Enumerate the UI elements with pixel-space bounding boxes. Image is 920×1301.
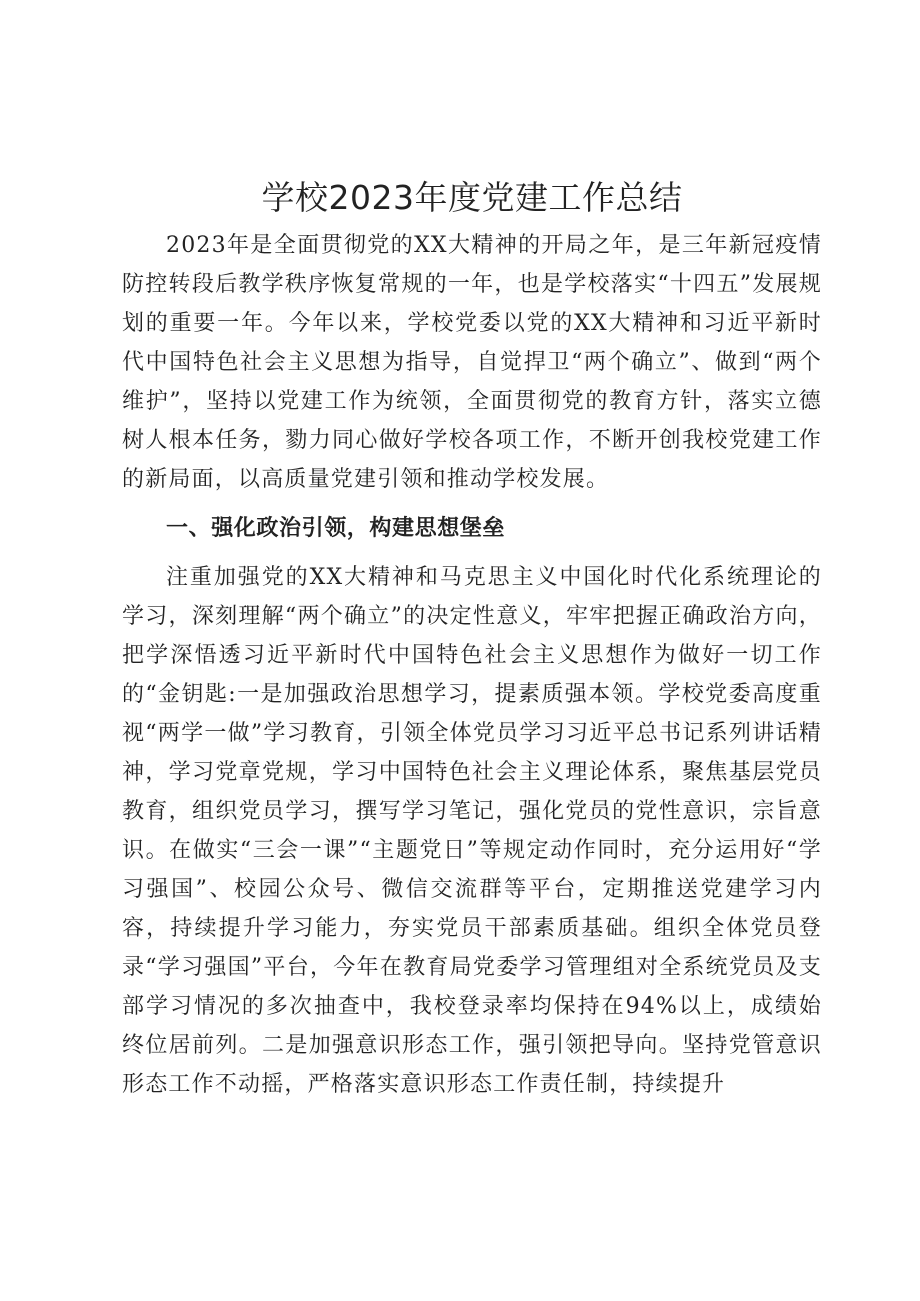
document-title: 学校2023年度党建工作总结 xyxy=(261,178,683,217)
section-1-heading: 一、强化政治引领，构建思想堡垒 xyxy=(166,516,506,541)
intro-paragraph: 2023年是全面贯彻党的XX大精神的开局之年，是三年新冠疫情防控转段后教学秩序恢复常规的一年，也是学校落实“十四五”发展规划的重要一年。今年以来，学校党委以党的XX大精神和习近平新时代中国特色社会主义思想为指导，自觉捍卫“两个确立”、做到“两个维护”，坚持以党建工作为统领，全面贯彻党的教育方针，落实立德树人根本任务，勠力同心做好学校各项工作，不断开创我校党建工作的新局面，以高质量党建引领和推动学校发展。 xyxy=(122,233,822,492)
document-body xyxy=(122,170,822,1104)
section-1-paragraph: 注重加强党的XX大精神和马克思主义中国化时代化系统理论的学习，深刻理解“两个确立”的决定性意义，牢牢把握正确政治方向，把学深悟透习近平新时代中国特色社会主义思想作为做好一切工作的“金钥匙:一是加强政治思想学习，提素质强本领。学校党委高度重视“两学一做”学习教育，引领全体党员学习习近平总书记系列讲话精神，学习党章党规，学习中国特色社会主义理论体系，聚焦基层党员教育，组织党员学习，撰写学习笔记，强化党员的党性意识，宗旨意识。在做实“三会一课”“主题党日”等规定动作同时，充分运用好“学习强国”、校园公众号、微信交流群等平台，定期推送党建学习内容，持续提升学习能力，夯实党员干部素质基础。组织全体党员登录“学习强国”平台，今年在教育局党委学习管理组对全系统党员及支部学习情况的多次抽查中，我校登录率均保持在94%以上，成绩始终位居前列。二是加强意识形态工作，强引领把导向。坚持党管意识形态工作不动摇，严格落实意识形态工作责任制，持续提升 xyxy=(122,565,822,1097)
